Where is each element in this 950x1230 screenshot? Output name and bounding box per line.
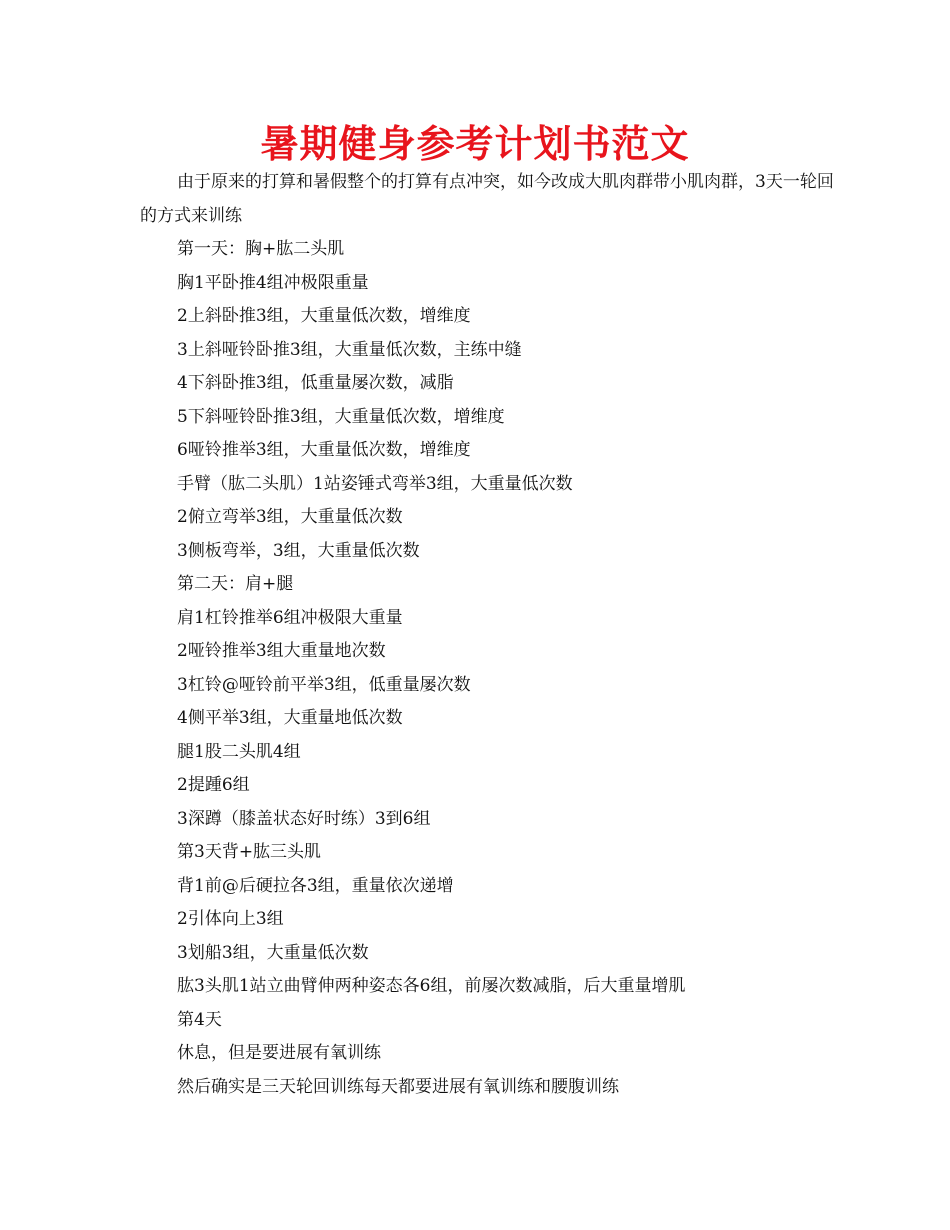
plan-line: 3上斜哑铃卧推3组，大重量低次数，主练中缝: [177, 339, 522, 360]
plan-line: 第二天：肩+腿: [177, 574, 294, 594]
plan-lines: [140, 233, 840, 1104]
plan-line: 3划船3组，大重量低次数: [177, 942, 369, 963]
plan-line: 第3天背+肱三头肌: [177, 842, 322, 862]
plan-line: 2提踵6组: [177, 775, 250, 795]
plan-line: 4下斜卧推3组，低重量屡次数，减脂: [177, 373, 454, 393]
plan-line: 胸1平卧推4组冲极限重量: [177, 272, 369, 293]
plan-line: 腿1股二头肌4组: [177, 741, 301, 762]
plan-line: 3杠铃@哑铃前平举3组，低重量屡次数: [177, 674, 471, 695]
document-title: 暑期健身参考计划书范文: [260, 122, 690, 166]
document-body: [140, 166, 840, 1104]
plan-line: 手臂（肱二头肌）1站姿锤式弯举3组，大重量低次数: [177, 473, 573, 494]
plan-line: 2引体向上3组: [177, 909, 284, 929]
plan-line: 2上斜卧推3组，大重量低次数，增维度: [177, 306, 471, 326]
plan-line: 第4天: [177, 1009, 222, 1030]
plan-line: 背1前@后硬拉各3组，重量依次递增: [177, 875, 454, 896]
plan-line: 6哑铃推举3组，大重量低次数，增维度: [177, 440, 471, 460]
plan-line: 第一天：胸+肱二头肌: [177, 239, 345, 259]
intro-paragraph: 由于原来的打算和暑假整个的打算有点冲突，如今改成大肌肉群带小肌肉群，3天一轮回的方式来训练: [140, 172, 834, 226]
plan-line: 3深蹲（膝盖状态好时练）3到6组: [177, 808, 431, 829]
plan-line: 3侧板弯举，3组，大重量低次数: [177, 540, 420, 561]
plan-line: 2俯立弯举3组，大重量低次数: [177, 507, 403, 527]
plan-line: 休息，但是要进展有氧训练: [177, 1043, 381, 1063]
plan-line: 5下斜哑铃卧推3组，大重量低次数，增维度: [177, 406, 505, 427]
plan-line: 4侧平举3组，大重量地低次数: [177, 708, 403, 728]
plan-line: 肩1杠铃推举6组冲极限大重量: [177, 607, 403, 628]
plan-line: 然后确实是三天轮回训练每天都要进展有氧训练和腰腹训练: [177, 1076, 619, 1097]
plan-line: 肱3头肌1站立曲臂伸两种姿态各6组，前屡次数减脂，后大重量增肌: [177, 976, 686, 996]
plan-line: 2哑铃推举3组大重量地次数: [177, 641, 386, 661]
